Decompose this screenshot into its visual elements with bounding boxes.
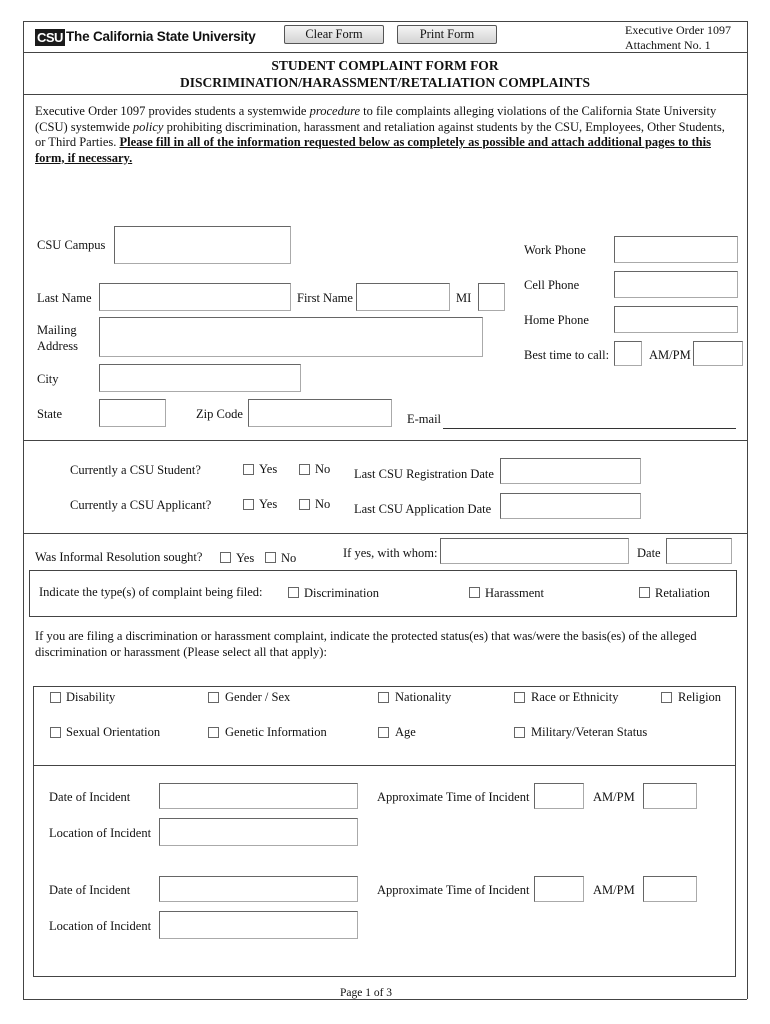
applicant-yes-checkbox[interactable]	[243, 499, 254, 510]
intro-policy: policy	[132, 119, 164, 134]
last-application-date-field[interactable]	[500, 493, 641, 519]
work-phone-field[interactable]	[614, 236, 738, 263]
incident-date-label-1: Date of Incident	[49, 790, 131, 804]
logo-text: The California State University	[66, 29, 256, 44]
incident-ampm-label-1: AM/PM	[593, 790, 635, 804]
frame-bottom-line	[23, 999, 747, 1000]
race-label: Race or Ethnicity	[531, 690, 619, 704]
form-title-line1: STUDENT COMPLAINT FORM FOR	[271, 58, 499, 73]
frame-right-line	[747, 21, 748, 999]
intro-instructions: Please fill in all of the information requested below as completely as possible and attach additional pages to this form, if necessary.	[35, 135, 711, 165]
incident-date-label-2: Date of Incident	[49, 883, 131, 897]
incident-location-field-2[interactable]	[159, 911, 358, 939]
student-yes-checkbox[interactable]	[243, 464, 254, 475]
resolution-no-checkbox[interactable]	[265, 552, 276, 563]
incident-ampm-field-1[interactable]	[643, 783, 697, 809]
best-time-ampm-field[interactable]	[693, 341, 743, 366]
executive-order-label: Executive Order 1097	[625, 23, 731, 37]
email-underline[interactable]	[443, 428, 736, 429]
resolution-date-field[interactable]	[666, 538, 732, 564]
intro-text-1: Executive Order 1097 provides students a systemwide	[35, 104, 310, 118]
student-no-checkbox[interactable]	[299, 464, 310, 475]
contact-divider	[23, 440, 747, 441]
current-student-label: Currently a CSU Student?	[70, 463, 201, 477]
mailing-address-field[interactable]	[99, 317, 483, 357]
student-yes-label: Yes	[259, 462, 278, 476]
intro-text-3: prohibiting discrimination, harassment and retaliation against students by the CSU, Employees, Other Students, or Third Parties.	[35, 119, 725, 149]
incident-ampm-label-2: AM/PM	[593, 883, 635, 897]
logo-mark: CSU	[37, 30, 63, 45]
incident-time-label-2: Approximate Time of Incident	[377, 883, 530, 897]
incident-ampm-field-2[interactable]	[643, 876, 697, 902]
religion-checkbox[interactable]	[661, 692, 672, 703]
last-name-field[interactable]	[99, 283, 291, 311]
page-number: Page 1 of 3	[340, 987, 393, 999]
city-label: City	[37, 372, 59, 386]
retaliation-checkbox[interactable]	[639, 587, 650, 598]
incident-location-field-1[interactable]	[159, 818, 358, 846]
intro-text-2: to file complaints alleging violations of the California State University (CSU) systemwide	[35, 104, 717, 134]
with-whom-field[interactable]	[440, 538, 629, 564]
zip-code-field[interactable]	[248, 399, 392, 427]
military-veteran-label: Military/Veteran Status	[531, 725, 648, 739]
protected-status-instructions: If you are filing a discrimination or harassment complaint, indicate the protected status(es) that was/were the basis(es) of the alleged discrimination or harassment (Please select all that apply):	[35, 629, 697, 659]
resolution-date-label: Date	[637, 546, 661, 560]
email-label: E-mail	[407, 412, 442, 426]
intro-paragraph	[35, 104, 735, 166]
best-time-ampm-label: AM/PM	[649, 348, 691, 362]
zip-code-label: Zip Code	[196, 407, 243, 421]
incident-time-field-2[interactable]	[534, 876, 584, 902]
gender-label: Gender / Sex	[225, 690, 291, 704]
first-name-field[interactable]	[356, 283, 450, 311]
applicant-no-checkbox[interactable]	[299, 499, 310, 510]
applicant-yes-label: Yes	[259, 497, 278, 511]
campus-field[interactable]	[114, 226, 291, 264]
intro-procedure: procedure	[309, 104, 361, 118]
incident-location-label-2: Location of Incident	[49, 919, 152, 933]
sexual-orientation-checkbox[interactable]	[50, 727, 61, 738]
frame-top-line	[23, 21, 747, 22]
discrimination-checkbox[interactable]	[288, 587, 299, 598]
clear-form-button[interactable]: Clear Form	[284, 25, 384, 44]
home-phone-field[interactable]	[614, 306, 738, 333]
attachment-label: Attachment No. 1	[625, 38, 711, 52]
race-checkbox[interactable]	[514, 692, 525, 703]
disability-checkbox[interactable]	[50, 692, 61, 703]
harassment-label: Harassment	[485, 586, 545, 600]
form-title-line2: DISCRIMINATION/HARASSMENT/RETALIATION COMPLAINTS	[180, 75, 590, 90]
city-field[interactable]	[99, 364, 301, 392]
with-whom-label: If yes, with whom:	[343, 546, 438, 560]
military-veteran-checkbox[interactable]	[514, 727, 525, 738]
mi-label: MI	[456, 291, 472, 305]
age-checkbox[interactable]	[378, 727, 389, 738]
work-phone-label: Work Phone	[524, 243, 586, 257]
frame-left-line	[23, 21, 24, 999]
informal-resolution-label: Was Informal Resolution sought?	[35, 550, 203, 564]
state-label: State	[37, 407, 62, 421]
cell-phone-field[interactable]	[614, 271, 738, 298]
nationality-label: Nationality	[395, 690, 452, 704]
last-registration-date-label: Last CSU Registration Date	[354, 467, 494, 481]
genetic-information-label: Genetic Information	[225, 725, 327, 739]
mailing-label-1: Mailing	[37, 323, 77, 337]
resolution-yes-label: Yes	[236, 551, 255, 565]
campus-label: CSU Campus	[37, 238, 106, 252]
sexual-orientation-label: Sexual Orientation	[66, 725, 161, 739]
mi-field[interactable]	[478, 283, 505, 311]
genetic-information-checkbox[interactable]	[208, 727, 219, 738]
discrimination-label: Discrimination	[304, 586, 379, 600]
last-registration-date-field[interactable]	[500, 458, 641, 484]
resolution-yes-checkbox[interactable]	[220, 552, 231, 563]
status-divider	[23, 533, 747, 534]
home-phone-label: Home Phone	[524, 313, 589, 327]
nationality-checkbox[interactable]	[378, 692, 389, 703]
incident-date-field-2[interactable]	[159, 876, 358, 902]
harassment-checkbox[interactable]	[469, 587, 480, 598]
last-name-label: Last Name	[37, 291, 92, 305]
incident-location-label-1: Location of Incident	[49, 826, 152, 840]
student-no-label: No	[315, 462, 331, 476]
state-field[interactable]	[99, 399, 166, 427]
first-name-label: First Name	[297, 291, 353, 305]
incident-date-field-1[interactable]	[159, 783, 358, 809]
applicant-no-label: No	[315, 497, 331, 511]
age-label: Age	[395, 725, 416, 739]
disability-label: Disability	[66, 690, 116, 704]
incident-time-field-1[interactable]	[534, 783, 584, 809]
mailing-label-2: Address	[37, 339, 78, 353]
retaliation-label: Retaliation	[655, 586, 710, 600]
complaint-type-label: Indicate the type(s) of complaint being filed:	[39, 585, 263, 599]
incident-time-label-1: Approximate Time of Incident	[377, 790, 530, 804]
title-divider	[23, 94, 747, 95]
cell-phone-label: Cell Phone	[524, 278, 580, 292]
best-time-label: Best time to call:	[524, 348, 610, 362]
last-application-date-label: Last CSU Application Date	[354, 502, 492, 516]
resolution-no-label: No	[281, 551, 297, 565]
header-divider	[23, 52, 747, 53]
religion-label: Religion	[678, 690, 722, 704]
gender-checkbox[interactable]	[208, 692, 219, 703]
current-applicant-label: Currently a CSU Applicant?	[70, 498, 212, 512]
best-time-field[interactable]	[614, 341, 642, 366]
print-form-button[interactable]: Print Form	[397, 25, 497, 44]
